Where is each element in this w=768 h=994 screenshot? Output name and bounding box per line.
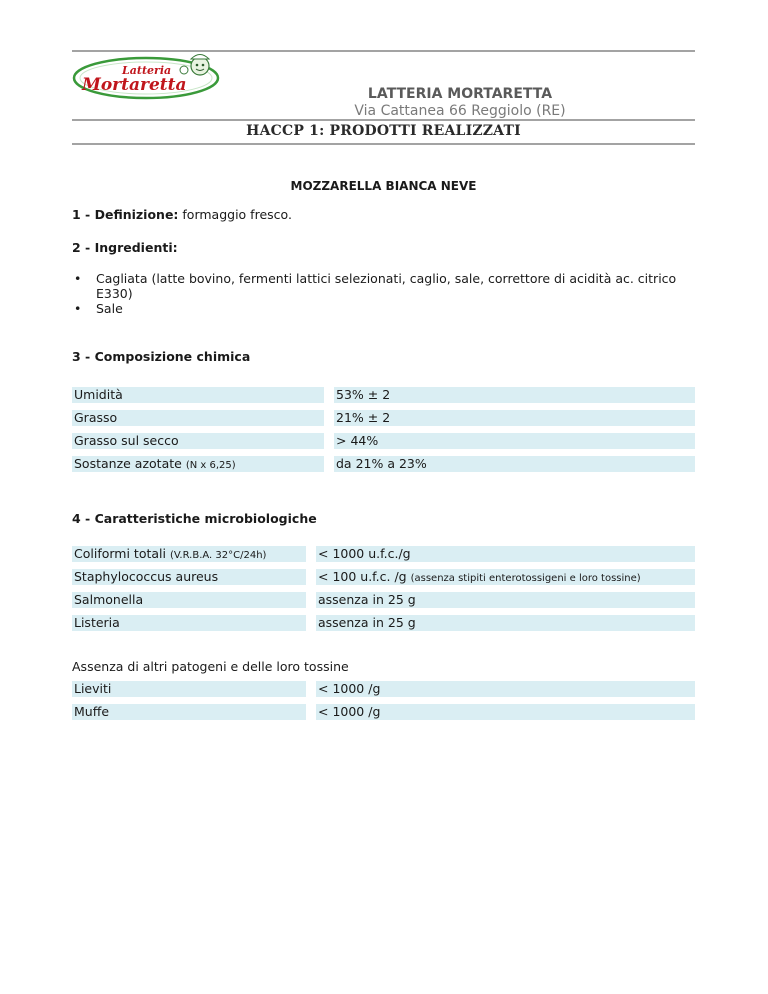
row-value-cell (316, 592, 695, 608)
company-address: Via Cattanea 66 Reggiolo (RE) (354, 103, 566, 119)
row-value: da 21% a 23% (336, 456, 427, 471)
row-value-note: (assenza stipiti enterotossigeni e loro tossine) (410, 573, 641, 584)
row-label-cell (72, 592, 306, 608)
pathogens-note: Assenza di altri patogeni e delle loro tossine (72, 659, 349, 674)
company-logo (72, 52, 224, 102)
row-label-cell (72, 681, 306, 697)
row-value-cell (334, 387, 695, 403)
row-label-cell (72, 387, 324, 403)
chemical-heading-text: 3 - Composizione chimica (72, 349, 251, 364)
row-value-cell (316, 681, 695, 697)
row-value-cell (316, 546, 695, 562)
logo-text-bottom: Mortaretta (82, 75, 187, 95)
row-label: Salmonella (74, 592, 144, 607)
chemical-heading (72, 349, 250, 364)
definition-value: formaggio fresco. (182, 207, 292, 222)
row-label-note: (V.R.B.A. 32°C/24h) (169, 550, 267, 561)
document-title: HACCP 1: PRODOTTI REALIZZATI (246, 123, 521, 139)
row-label: Grasso sul secco (74, 433, 179, 448)
row-label: Grasso (74, 410, 118, 425)
table-row (72, 387, 695, 403)
ingredient-text: Cagliata (latte bovino, fermenti lattici selezionati, caglio, sale, correttore di acidità ac. citrico E330) (96, 271, 677, 301)
table-row (72, 433, 695, 449)
row-label-cell (72, 456, 324, 472)
row-label: Coliformi totali (74, 546, 166, 561)
row-label-cell (72, 546, 306, 562)
row-label: Listeria (74, 615, 120, 630)
list-item (72, 271, 692, 301)
row-label-cell (72, 615, 306, 631)
row-value: < 1000 /g (318, 704, 381, 719)
table-row (72, 615, 695, 631)
table-row (72, 569, 695, 585)
ingredients-list (72, 271, 692, 316)
definition-line (72, 207, 292, 222)
row-value-cell (334, 456, 695, 472)
header-rule-1 (72, 119, 695, 121)
company-name: LATTERIA MORTARETTA (367, 86, 553, 102)
row-label: Staphylococcus aureus (74, 569, 219, 584)
product-title: MOZZARELLA BIANCA NEVE (290, 179, 477, 193)
row-label: Sostanze azotate (74, 456, 182, 471)
row-label-cell (72, 569, 306, 585)
micro-heading-text: 4 - Caratteristiche microbiologiche (72, 511, 317, 526)
row-value: < 1000 u.f.c./g (318, 546, 411, 561)
row-value: < 1000 /g (318, 681, 381, 696)
ingredients-label: 2 - Ingredienti: (72, 240, 178, 255)
row-value-cell (334, 410, 695, 426)
row-label: Lieviti (74, 681, 112, 696)
table-row (72, 546, 695, 562)
bullet-icon: • (74, 271, 82, 286)
micro-heading (72, 511, 317, 526)
row-value: assenza in 25 g (318, 615, 416, 630)
table-row (72, 410, 695, 426)
row-label: Umidità (74, 387, 123, 402)
row-value: 53% ± 2 (336, 387, 391, 402)
ingredients-heading (72, 240, 178, 255)
row-value: assenza in 25 g (318, 592, 416, 607)
row-value: > 44% (336, 433, 379, 448)
row-label-cell (72, 433, 324, 449)
header-rule-2 (72, 143, 695, 145)
row-value-cell (316, 704, 695, 720)
row-label: Muffe (74, 704, 110, 719)
table-row (72, 704, 695, 720)
bullet-icon: • (74, 301, 82, 316)
row-label-cell (72, 410, 324, 426)
table-row (72, 592, 695, 608)
row-value: 21% ± 2 (336, 410, 391, 425)
table-row (72, 456, 695, 472)
ingredient-text: Sale (96, 301, 123, 316)
row-value: < 100 u.f.c. /g (318, 569, 407, 584)
logo-text-top: Latteria (122, 64, 172, 77)
row-value-cell (316, 569, 695, 585)
definition-label: 1 - Definizione: (72, 207, 179, 222)
row-value-cell (334, 433, 695, 449)
row-value-cell (316, 615, 695, 631)
row-label-cell (72, 704, 306, 720)
list-item (72, 301, 692, 316)
row-label-note: (N x 6,25) (185, 460, 236, 471)
table-row (72, 681, 695, 697)
